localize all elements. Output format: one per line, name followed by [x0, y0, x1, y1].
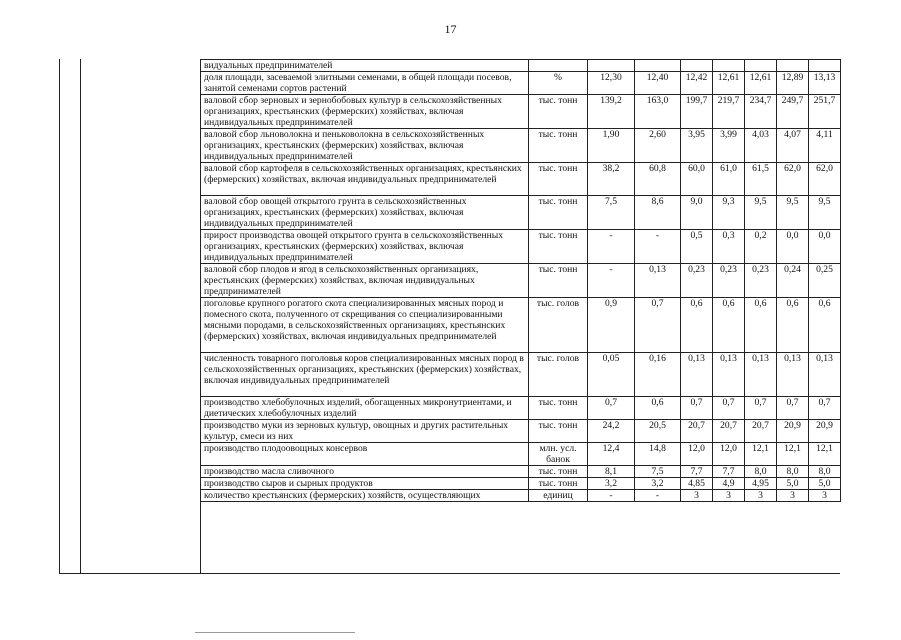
value-cell: 0,7 — [777, 397, 809, 420]
value-cell: 0,23 — [745, 264, 777, 298]
indicator-cell: прирост производства овощей открытого грунта в сельскохозяйственных организациях, крестьянских (фермерских) хозяйствах, включая индивидуальных предпринимателей — [201, 230, 529, 264]
indicator-cell: валовой сбор овощей открытого грунта в сельскохозяйственных организациях, крестьянских (фермерских) хозяйствах, включая индивидуальных предпринимателей — [201, 196, 529, 230]
page-number: 17 — [444, 22, 457, 36]
unit-cell: единиц — [529, 490, 588, 502]
value-cell: 0,23 — [681, 264, 713, 298]
unit-cell: тыс. голов — [529, 298, 588, 353]
value-cell: 12,61 — [745, 72, 777, 95]
table-body — [201, 60, 841, 502]
value-cell: - — [635, 230, 681, 264]
value-cell: 0,13 — [713, 353, 745, 397]
value-cell: 5,0 — [809, 478, 841, 490]
value-cell: 20,7 — [681, 420, 713, 443]
value-cell — [635, 60, 681, 72]
value-cell: 3,2 — [588, 478, 635, 490]
table-row — [201, 95, 841, 129]
value-cell: 12,30 — [588, 72, 635, 95]
unit-cell: тыс. тонн — [529, 95, 588, 129]
value-cell — [745, 60, 777, 72]
value-cell: 3 — [681, 490, 713, 502]
value-cell: 14,8 — [635, 443, 681, 466]
value-cell: 234,7 — [745, 95, 777, 129]
scan-line — [195, 632, 355, 633]
value-cell: 0,6 — [635, 397, 681, 420]
value-cell: 199,7 — [681, 95, 713, 129]
value-cell: 4,95 — [745, 478, 777, 490]
value-cell: 139,2 — [588, 95, 635, 129]
unit-cell: тыс. тонн — [529, 264, 588, 298]
table-row — [201, 230, 841, 264]
value-cell: 0,6 — [681, 298, 713, 353]
value-cell: 8,6 — [635, 196, 681, 230]
value-cell: 20,7 — [745, 420, 777, 443]
value-cell: 0,13 — [809, 353, 841, 397]
table-row — [201, 420, 841, 443]
indicator-cell: поголовье крупного рогатого скота специализированных мясных пород и помесного скота, полученного от скрещивания со специализированными мясными породами, в сельскохозяйственных организациях, крестьянских (фермерских) хозяйствах, включая индивидуальных предпринимателей — [201, 298, 529, 353]
table-row — [201, 72, 841, 95]
value-cell: 0,6 — [809, 298, 841, 353]
indicator-cell: производство плодоовощных консервов — [201, 443, 529, 466]
unit-cell: тыс. тонн — [529, 129, 588, 163]
frame-bottom-border — [59, 573, 840, 574]
value-cell: 7,5 — [588, 196, 635, 230]
value-cell: 0,6 — [777, 298, 809, 353]
unit-cell: тыс. тонн — [529, 230, 588, 264]
value-cell: 12,0 — [713, 443, 745, 466]
value-cell: 2,60 — [635, 129, 681, 163]
indicator-cell: видуальных предпринимателей — [201, 60, 529, 72]
indicator-cell: производство масла сливочного — [201, 466, 529, 478]
value-cell: 0,3 — [713, 230, 745, 264]
value-cell: - — [588, 264, 635, 298]
value-cell: 0,13 — [745, 353, 777, 397]
value-cell: 38,2 — [588, 163, 635, 196]
indicator-cell: доля площади, засеваемой элитными семенами, в общей площади посевов, занятой семенами сортов растений — [201, 72, 529, 95]
table-row — [201, 478, 841, 490]
table-row — [201, 196, 841, 230]
unit-cell: тыс. тонн — [529, 466, 588, 478]
indicators-table — [200, 59, 841, 502]
value-cell — [681, 60, 713, 72]
table-row — [201, 264, 841, 298]
value-cell: 4,85 — [681, 478, 713, 490]
value-cell: 0,7 — [681, 397, 713, 420]
value-cell: 0,7 — [588, 397, 635, 420]
value-cell: 3 — [777, 490, 809, 502]
value-cell: 61,5 — [745, 163, 777, 196]
indicator-cell: валовой сбор зерновых и зернобобовых культур в сельскохозяйственных организациях, крестьянских (фермерских) хозяйствах, включая индивидуальных предпринимателей — [201, 95, 529, 129]
value-cell: 12,1 — [745, 443, 777, 466]
value-cell: 0,7 — [713, 397, 745, 420]
value-cell: 163,0 — [635, 95, 681, 129]
value-cell: 12,1 — [809, 443, 841, 466]
value-cell: 9,0 — [681, 196, 713, 230]
value-cell: 20,9 — [809, 420, 841, 443]
value-cell: 61,0 — [713, 163, 745, 196]
value-cell: 0,05 — [588, 353, 635, 397]
value-cell: 60,8 — [635, 163, 681, 196]
value-cell: 12,1 — [777, 443, 809, 466]
value-cell: 3 — [745, 490, 777, 502]
value-cell: 62,0 — [809, 163, 841, 196]
value-cell — [713, 60, 745, 72]
value-cell: 0,0 — [777, 230, 809, 264]
value-cell: 1,90 — [588, 129, 635, 163]
value-cell: 0,24 — [777, 264, 809, 298]
value-cell: 0,2 — [745, 230, 777, 264]
table-row — [201, 163, 841, 196]
value-cell: 219,7 — [713, 95, 745, 129]
indicator-cell: производство муки из зерновых культур, овощных и других растительных культур, смеси из них — [201, 420, 529, 443]
value-cell: 4,9 — [713, 478, 745, 490]
value-cell: 4,03 — [745, 129, 777, 163]
value-cell: 0,13 — [681, 353, 713, 397]
value-cell: 20,5 — [635, 420, 681, 443]
indicator-cell: количество крестьянских (фермерских) хозяйств, осуществляющих — [201, 490, 529, 502]
indicator-cell: производство сыров и сырных продуктов — [201, 478, 529, 490]
value-cell: 12,89 — [777, 72, 809, 95]
value-cell: 20,7 — [713, 420, 745, 443]
value-cell: 0,7 — [635, 298, 681, 353]
value-cell — [777, 60, 809, 72]
value-cell: 8,0 — [777, 466, 809, 478]
indicator-cell: производство хлебобулочных изделий, обогащенных микронутриентами, и диетических хлебобулочных изделий — [201, 397, 529, 420]
value-cell: - — [588, 490, 635, 502]
value-cell: 3 — [713, 490, 745, 502]
unit-cell: тыс. тонн — [529, 420, 588, 443]
value-cell: 7,7 — [681, 466, 713, 478]
value-cell: 8,1 — [588, 466, 635, 478]
value-cell: 60,0 — [681, 163, 713, 196]
value-cell: 9,5 — [809, 196, 841, 230]
unit-cell: тыс. тонн — [529, 397, 588, 420]
value-cell: 62,0 — [777, 163, 809, 196]
value-cell: - — [588, 230, 635, 264]
value-cell: 12,40 — [635, 72, 681, 95]
value-cell: 8,0 — [809, 466, 841, 478]
table-row — [201, 490, 841, 502]
frame-left-border — [59, 59, 60, 574]
value-cell: 4,07 — [777, 129, 809, 163]
value-cell: 0,25 — [809, 264, 841, 298]
value-cell: 12,0 — [681, 443, 713, 466]
indicator-cell: численность товарного поголовья коров специализированных мясных пород в сельскохозяйственных организациях, крестьянских (фермерских) хозяйствах, включая индивидуальных предпринимателей — [201, 353, 529, 397]
value-cell: 251,7 — [809, 95, 841, 129]
value-cell: 12,42 — [681, 72, 713, 95]
value-cell: 0,9 — [588, 298, 635, 353]
value-cell: 0,5 — [681, 230, 713, 264]
value-cell — [588, 60, 635, 72]
value-cell: 249,7 — [777, 95, 809, 129]
value-cell — [809, 60, 841, 72]
value-cell: 3,99 — [713, 129, 745, 163]
value-cell: 0,13 — [635, 264, 681, 298]
value-cell: 9,5 — [777, 196, 809, 230]
value-cell: 5,0 — [777, 478, 809, 490]
table-row — [201, 353, 841, 397]
value-cell: 0,7 — [809, 397, 841, 420]
value-cell: 4,11 — [809, 129, 841, 163]
value-cell: 3 — [809, 490, 841, 502]
table-row — [201, 397, 841, 420]
table-row — [201, 129, 841, 163]
table-row — [201, 298, 841, 353]
value-cell: 0,0 — [809, 230, 841, 264]
value-cell: 3,2 — [635, 478, 681, 490]
value-cell: - — [635, 490, 681, 502]
table-row — [201, 443, 841, 466]
value-cell: 9,5 — [745, 196, 777, 230]
unit-cell: % — [529, 72, 588, 95]
value-cell: 13,13 — [809, 72, 841, 95]
value-cell: 0,7 — [745, 397, 777, 420]
value-cell: 7,5 — [635, 466, 681, 478]
unit-cell — [529, 60, 588, 72]
table-row — [201, 466, 841, 478]
value-cell: 0,16 — [635, 353, 681, 397]
value-cell: 8,0 — [745, 466, 777, 478]
value-cell: 3,95 — [681, 129, 713, 163]
unit-cell: тыс. тонн — [529, 196, 588, 230]
value-cell: 24,2 — [588, 420, 635, 443]
table-row — [201, 60, 841, 72]
indicator-cell: валовой сбор льноволокна и пеньковолокна в сельскохозяйственных организациях, крестьянских (фермерских) хозяйствах, включая индивидуальных предпринимателей — [201, 129, 529, 163]
unit-cell: млн. усл. банок — [529, 443, 588, 466]
unit-cell: тыс. тонн — [529, 478, 588, 490]
value-cell: 9,3 — [713, 196, 745, 230]
value-cell: 20,9 — [777, 420, 809, 443]
frame-column-divider — [80, 59, 81, 574]
unit-cell: тыс. голов — [529, 353, 588, 397]
value-cell: 0,6 — [745, 298, 777, 353]
indicator-cell: валовой сбор картофеля в сельскохозяйственных организациях, крестьянских (фермерских) хозяйствах, включая индивидуальных предпринимателей — [201, 163, 529, 196]
value-cell: 7,7 — [713, 466, 745, 478]
unit-cell: тыс. тонн — [529, 163, 588, 196]
value-cell: 0,23 — [713, 264, 745, 298]
value-cell: 0,6 — [713, 298, 745, 353]
value-cell: 0,13 — [777, 353, 809, 397]
value-cell: 12,61 — [713, 72, 745, 95]
value-cell: 12,4 — [588, 443, 635, 466]
indicator-cell: валовой сбор плодов и ягод в сельскохозяйственных организациях, крестьянских (фермерских) хозяйствах, включая индивидуальных предпринимателей — [201, 264, 529, 298]
